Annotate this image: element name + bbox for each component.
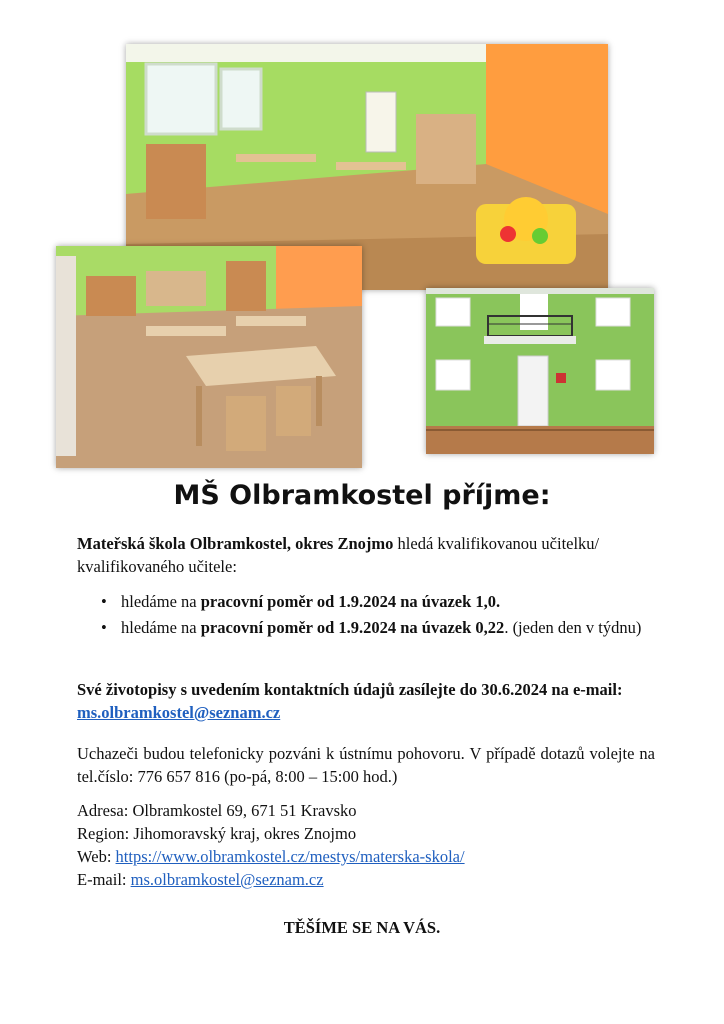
region-line: Region: Jihomoravský kraj, okres Znojmo [77,824,357,843]
intro-paragraph [77,532,655,578]
web-line: Web: https://www.olbramkostel.cz/mestys/materska-skola/ [77,847,465,866]
interview-paragraph: Uchazeči budou telefonicky pozváni k ústnímu pohovoru. V případě dotazů volejte na tel.číslo: 776 657 816 (po-pá, 8:00 – 15:00 hod.) [77,744,655,786]
email-line: E-mail: ms.olbramkostel@seznam.cz [77,870,324,889]
positions-list [77,590,655,642]
intro-text: hledá kvalifikovanou učitelku/ kvalifikovaného učitele: [77,534,600,576]
position-item: • hledáme na pracovní poměr od 1.9.2024 na úvazek 1,0. [77,590,655,613]
website-link[interactable]: https://www.olbramkostel.cz/mestys/materska-skola/ [115,847,465,866]
deadline-paragraph: Své životopisy s uvedením kontaktních údajů zasílejte do 30.6.2024 na e-mail: ms.olbramkostel@seznam.cz [77,680,623,722]
application-email-link[interactable]: ms.olbramkostel@seznam.cz [77,703,281,722]
contact-email-link[interactable]: ms.olbramkostel@seznam.cz [130,870,324,889]
address-line: Adresa: Olbramkostel 69, 671 51 Kravsko [77,801,357,820]
contact-block [77,799,655,891]
school-name: Mateřská škola Olbramkostel, okres Znojmo [77,534,394,553]
closing-text: TĚŠÍME SE NA VÁS. [283,918,441,937]
page-title: MŠ Olbramkostel příjme: [173,480,551,511]
school-building-photo [426,288,654,454]
position-item: • hledáme na pracovní poměr od 1.9.2024 na úvazek 0,22. (jeden den v týdnu) [77,616,655,639]
classroom-photo-tables [56,246,362,468]
